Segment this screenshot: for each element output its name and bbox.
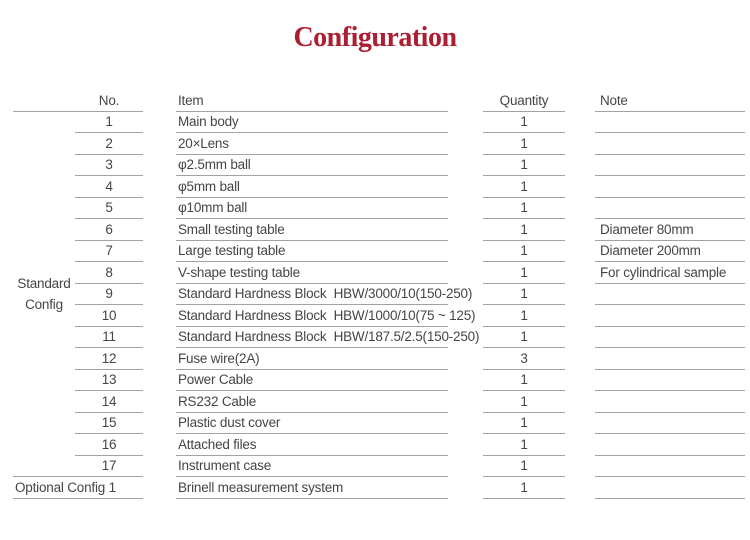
row-note bbox=[595, 348, 745, 370]
row-item: Power Cable bbox=[176, 370, 448, 392]
row-note bbox=[595, 198, 745, 220]
optional-row-item: Brinell measurement system bbox=[176, 477, 448, 499]
row-no: 17 bbox=[75, 456, 143, 478]
row-item: Standard Hardness Block HBW/3000/10(150-250) bbox=[176, 284, 448, 306]
row-item: Main body bbox=[176, 112, 448, 134]
row-qty: 1 bbox=[483, 391, 565, 413]
row-no: 1 bbox=[75, 112, 143, 134]
optional-row-qty: 1 bbox=[483, 477, 565, 499]
row-qty: 1 bbox=[483, 413, 565, 435]
row-no: 10 bbox=[75, 305, 143, 327]
row-item: Instrument case bbox=[176, 456, 448, 478]
row-note: Diameter 80mm bbox=[595, 219, 745, 241]
column-header-note: Note bbox=[595, 90, 745, 112]
config-table bbox=[13, 90, 745, 499]
row-no: 13 bbox=[75, 370, 143, 392]
group-label-optional-config bbox=[13, 477, 143, 499]
row-no: 15 bbox=[75, 413, 143, 435]
group-label-standard-config bbox=[13, 112, 75, 478]
row-qty: 1 bbox=[483, 456, 565, 478]
row-note bbox=[595, 176, 745, 198]
row-note bbox=[595, 434, 745, 456]
group-label-optional-text: Optional Config bbox=[15, 479, 106, 495]
row-note bbox=[595, 284, 745, 306]
row-item: Plastic dust cover bbox=[176, 413, 448, 435]
row-qty: 1 bbox=[483, 198, 565, 220]
row-qty: 1 bbox=[483, 370, 565, 392]
row-item: Standard Hardness Block HBW/187.5/2.5(150-250) bbox=[176, 327, 448, 349]
row-qty: 1 bbox=[483, 305, 565, 327]
row-qty: 1 bbox=[483, 176, 565, 198]
row-no: 5 bbox=[75, 198, 143, 220]
row-item: φ2.5mm ball bbox=[176, 155, 448, 177]
row-note bbox=[595, 391, 745, 413]
row-no: 8 bbox=[75, 262, 143, 284]
row-no: 2 bbox=[75, 133, 143, 155]
row-item: Attached files bbox=[176, 434, 448, 456]
column-header-quantity: Quantity bbox=[483, 90, 565, 112]
row-note: For cylindrical sample bbox=[595, 262, 745, 284]
group-label-optional-no: 1 bbox=[108, 479, 116, 495]
row-qty: 1 bbox=[483, 284, 565, 306]
row-no: 6 bbox=[75, 219, 143, 241]
row-note: Diameter 200mm bbox=[595, 241, 745, 263]
row-no: 11 bbox=[75, 327, 143, 349]
column-header-item: Item bbox=[176, 90, 448, 112]
row-note bbox=[595, 370, 745, 392]
optional-row-note bbox=[595, 477, 745, 499]
column-header-no bbox=[13, 90, 143, 112]
page-title: Configuration bbox=[293, 22, 457, 53]
row-qty: 1 bbox=[483, 327, 565, 349]
row-note bbox=[595, 133, 745, 155]
row-note bbox=[595, 413, 745, 435]
row-no: 3 bbox=[75, 155, 143, 177]
row-item: Standard Hardness Block HBW/1000/10(75 ~ 125) bbox=[176, 305, 448, 327]
row-item: φ10mm ball bbox=[176, 198, 448, 220]
row-qty: 1 bbox=[483, 155, 565, 177]
row-item: Small testing table bbox=[176, 219, 448, 241]
row-no: 16 bbox=[75, 434, 143, 456]
row-item: Large testing table bbox=[176, 241, 448, 263]
row-no: 14 bbox=[75, 391, 143, 413]
row-item: φ5mm ball bbox=[176, 176, 448, 198]
row-note bbox=[595, 456, 745, 478]
row-item: Fuse wire(2A) bbox=[176, 348, 448, 370]
row-no: 7 bbox=[75, 241, 143, 263]
group-label-standard-line1: Standard bbox=[17, 275, 71, 291]
row-item: V-shape testing table bbox=[176, 262, 448, 284]
row-no: 12 bbox=[75, 348, 143, 370]
row-note bbox=[595, 155, 745, 177]
column-header-no-label: No. bbox=[98, 92, 120, 108]
row-qty: 1 bbox=[483, 133, 565, 155]
row-note bbox=[595, 112, 745, 134]
row-item: 20×Lens bbox=[176, 133, 448, 155]
row-no: 4 bbox=[75, 176, 143, 198]
row-qty: 1 bbox=[483, 262, 565, 284]
row-qty: 1 bbox=[483, 112, 565, 134]
row-note bbox=[595, 327, 745, 349]
group-label-standard-line2: Config bbox=[25, 296, 63, 312]
row-note bbox=[595, 305, 745, 327]
row-no: 9 bbox=[75, 284, 143, 306]
row-qty: 1 bbox=[483, 434, 565, 456]
row-item: RS232 Cable bbox=[176, 391, 448, 413]
row-qty: 1 bbox=[483, 241, 565, 263]
row-qty: 3 bbox=[483, 348, 565, 370]
row-qty: 1 bbox=[483, 219, 565, 241]
